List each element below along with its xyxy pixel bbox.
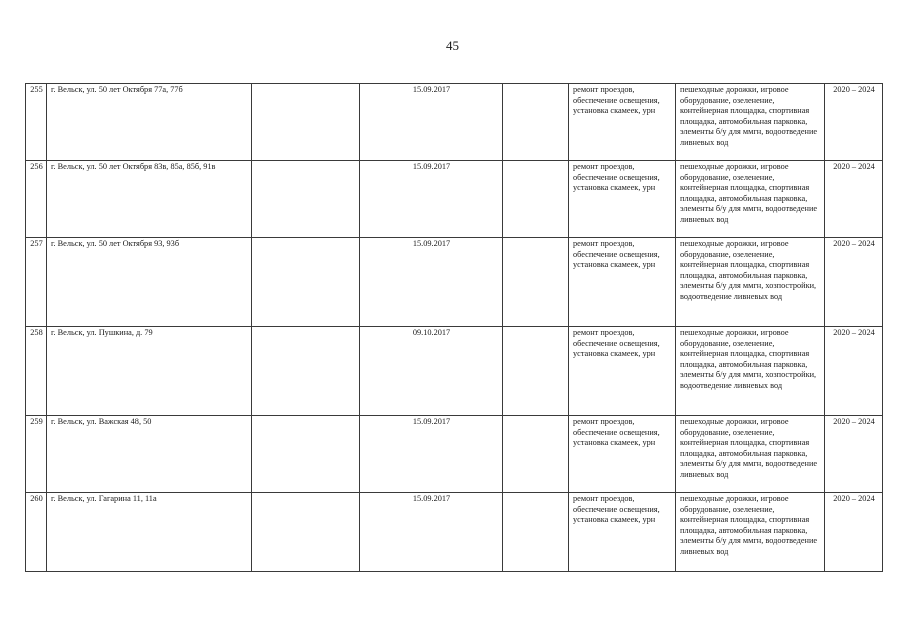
address-cell: г. Вельск, ул. 50 лет Октября 83в, 85а, 85б, 91в	[47, 161, 252, 238]
address-cell: г. Вельск, ул. Пушкина, д. 79	[47, 327, 252, 416]
row-number: 258	[26, 327, 47, 416]
minimal-works-cell: ремонт проездов, обеспечение освещения, установка скамеек, урн	[569, 416, 676, 493]
address-cell: г. Вельск, ул. Важская 48, 50	[47, 416, 252, 493]
period-cell: 2020 – 2024	[825, 161, 883, 238]
row-number: 256	[26, 161, 47, 238]
empty-cell	[503, 416, 569, 493]
table-row	[26, 327, 883, 416]
registry-table	[25, 83, 883, 572]
empty-cell	[252, 493, 360, 572]
address-cell: г. Вельск, ул. Гагарина 11, 11а	[47, 493, 252, 572]
empty-cell	[252, 327, 360, 416]
additional-works-cell: пешеходные дорожки, игровое оборудование, озеленение, контейнерная площадка, спортивная площадка, автомобильная парковка, элементы б/у для ммгн, водоотведение ливневых вод	[676, 416, 825, 493]
date-cell: 15.09.2017	[360, 161, 503, 238]
additional-works-cell: пешеходные дорожки, игровое оборудование, озеленение, контейнерная площадка, спортивная площадка, автомобильная парковка, элементы б/у для ммгн, хозпостройки, водоотведение ливневых вод	[676, 238, 825, 327]
empty-cell	[503, 238, 569, 327]
empty-cell	[252, 238, 360, 327]
period-cell: 2020 – 2024	[825, 493, 883, 572]
empty-cell	[252, 416, 360, 493]
empty-cell	[252, 84, 360, 161]
table-row	[26, 238, 883, 327]
empty-cell	[252, 161, 360, 238]
additional-works-cell: пешеходные дорожки, игровое оборудование, озеленение, контейнерная площадка, спортивная площадка, автомобильная парковка, элементы б/у для ммгн, водоотведение ливневых вод	[676, 161, 825, 238]
row-number: 257	[26, 238, 47, 327]
page-number: 45	[446, 38, 459, 53]
registry-rows	[26, 84, 883, 572]
additional-works-cell: пешеходные дорожки, игровое оборудование, озеленение, контейнерная площадка, спортивная площадка, автомобильная парковка, элементы б/у для ммгн, водоотведение ливневых вод	[676, 84, 825, 161]
minimal-works-cell: ремонт проездов, обеспечение освещения, установка скамеек, урн	[569, 327, 676, 416]
date-cell: 15.09.2017	[360, 238, 503, 327]
date-cell: 15.09.2017	[360, 84, 503, 161]
period-cell: 2020 – 2024	[825, 238, 883, 327]
minimal-works-cell: ремонт проездов, обеспечение освещения, установка скамеек, урн	[569, 161, 676, 238]
date-cell: 15.09.2017	[360, 493, 503, 572]
table-row	[26, 416, 883, 493]
row-number: 255	[26, 84, 47, 161]
additional-works-cell: пешеходные дорожки, игровое оборудование, озеленение, контейнерная площадка, спортивная площадка, автомобильная парковка, элементы б/у для ммгн, водоотведение ливневых вод	[676, 493, 825, 572]
table-row	[26, 84, 883, 161]
empty-cell	[503, 84, 569, 161]
table-row	[26, 493, 883, 572]
minimal-works-cell: ремонт проездов, обеспечение освещения, установка скамеек, урн	[569, 84, 676, 161]
address-cell: г. Вельск, ул. 50 лет Октября 77а, 77б	[47, 84, 252, 161]
empty-cell	[503, 327, 569, 416]
empty-cell	[503, 161, 569, 238]
period-cell: 2020 – 2024	[825, 416, 883, 493]
row-number: 260	[26, 493, 47, 572]
address-cell: г. Вельск, ул. 50 лет Октября 93, 93б	[47, 238, 252, 327]
minimal-works-cell: ремонт проездов, обеспечение освещения, установка скамеек, урн	[569, 493, 676, 572]
date-cell: 15.09.2017	[360, 416, 503, 493]
row-number: 259	[26, 416, 47, 493]
period-cell: 2020 – 2024	[825, 327, 883, 416]
date-cell: 09.10.2017	[360, 327, 503, 416]
empty-cell	[503, 493, 569, 572]
minimal-works-cell: ремонт проездов, обеспечение освещения, установка скамеек, урн	[569, 238, 676, 327]
additional-works-cell: пешеходные дорожки, игровое оборудование, озеленение, контейнерная площадка, спортивная площадка, автомобильная парковка, элементы б/у для ммгн, хозпостройки, водоотведение ливневых вод	[676, 327, 825, 416]
period-cell: 2020 – 2024	[825, 84, 883, 161]
table-row	[26, 161, 883, 238]
